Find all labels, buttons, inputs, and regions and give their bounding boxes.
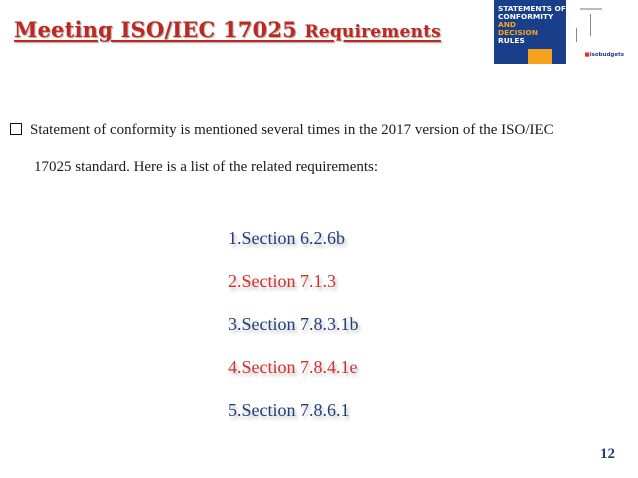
statements-of-conformity-thumbnail — [494, 0, 630, 64]
section-item: 2.Section 7.1.3 — [228, 271, 336, 291]
intro-bullet — [10, 120, 620, 140]
intro-line-1: Statement of conformity is mentioned several times in the 2017 version of the ISO/IEC — [30, 122, 554, 138]
slide-title — [14, 17, 441, 42]
thumbnail-line: STATEMENTS OF — [498, 4, 566, 13]
section-item: 4.Section 7.8.4.1e — [228, 357, 358, 377]
thumbnail-diagram-line — [576, 28, 577, 42]
thumbnail-diagram-line — [590, 14, 591, 36]
thumbnail-orange-flag — [528, 49, 552, 64]
thumbnail-line: DECISION — [498, 28, 538, 37]
thumbnail-line: CONFORMITY — [498, 12, 554, 21]
checkbox-icon — [10, 123, 22, 135]
thumbnail-diagram-bar — [580, 8, 602, 10]
thumbnail-line: AND — [498, 20, 517, 29]
title-main: Meeting ISO/IEC 17025 — [14, 17, 305, 42]
section-item: 5.Section 7.8.6.1 — [228, 400, 350, 420]
page-number: 12 — [600, 446, 615, 462]
thumbnail-line: RULES — [498, 36, 525, 45]
thumbnail-brand-text: isobudgets — [589, 52, 624, 58]
intro-line-2: 17025 standard. Here is a list of the related requirements: — [34, 159, 379, 175]
section-item: 3.Section 7.8.3.1b — [228, 314, 359, 334]
title-requirements: Requirements — [304, 22, 441, 42]
section-item: 1.Section 6.2.6b — [228, 228, 345, 248]
thumbnail-brand-logo: ■isobudgets — [584, 52, 624, 58]
thumbnail-heading — [498, 5, 566, 45]
